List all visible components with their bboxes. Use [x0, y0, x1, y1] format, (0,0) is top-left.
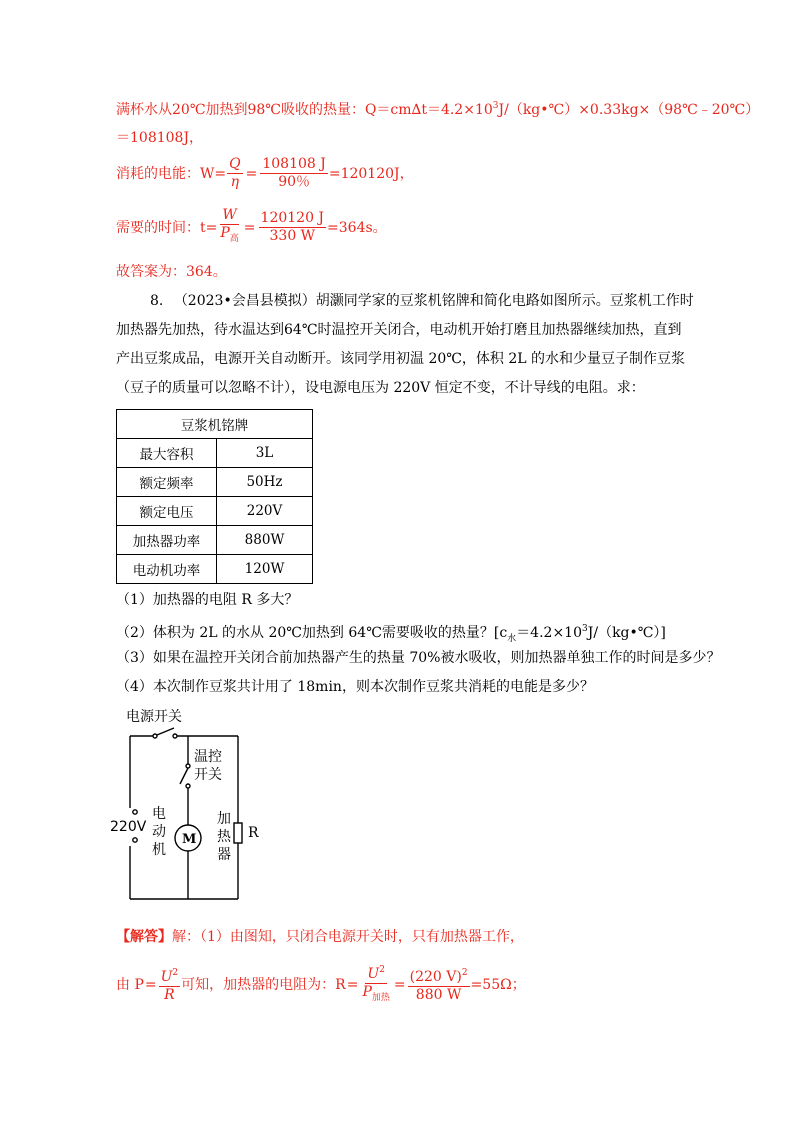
prev-solution-time: 需要的时间：t= $\frac{W}{P_高}$ = $\frac{120120 J}{330 W}$ =364s。: [116, 207, 387, 248]
solution-text: 可知，加热器的电阻为：R: [181, 976, 346, 993]
prev-solution-line-1: [116, 96, 759, 120]
problem-text-line: 产出豆浆成品，电源开关自动断开。该同学用初温 20℃，体积 2L 的水和少量豆子制作豆浆: [116, 351, 686, 367]
fraction-u2-p: [360, 962, 391, 1007]
fraction-numerator: W: [222, 207, 237, 223]
resistance-result: =55Ω；: [470, 976, 526, 993]
question-text: J/（kg•℃）]: [587, 625, 666, 641]
motor-label-1: 电: [152, 806, 166, 822]
power-symbol: P: [220, 225, 230, 241]
question-4: （4）本次制作豆浆共计用了 18min，则本次制作豆浆共消耗的电能是多少？: [116, 679, 594, 695]
heater-label-1: 加: [217, 811, 231, 827]
nameplate-table: [116, 409, 313, 584]
problem-header: [150, 291, 694, 311]
fraction-numerator: [408, 965, 470, 987]
fraction-denominator: 330 W: [269, 228, 316, 244]
exponent: 2: [461, 968, 468, 978]
problem-number: 8.: [150, 293, 164, 309]
problem-source: （2023•会昌县模拟）: [173, 293, 316, 309]
table-cell-label: 加热器功率: [117, 526, 217, 555]
table-row: [117, 410, 313, 439]
time-label: 需要的时间：t=: [116, 219, 218, 236]
fraction-denominator: 880 W: [415, 987, 462, 1003]
power-subscript: 高: [229, 234, 239, 244]
table-cell-label: 额定电压: [117, 497, 217, 526]
motor-label-2: 动: [152, 824, 166, 840]
problem-text-line: 胡灏同学家的豆浆机铭牌和简化电路如图所示。豆浆机工作时: [315, 293, 694, 309]
question-text: （2）体积为 2L 的水从 20℃加热到 64℃需要吸收的热量？[c: [116, 625, 508, 641]
fraction-values: [260, 156, 328, 191]
question-text: ＝4.2×10: [516, 625, 582, 641]
energy-result: =120120J，: [328, 165, 414, 182]
table-cell-value: 880W: [217, 526, 313, 555]
table-row: [117, 526, 313, 555]
table-row: [117, 439, 313, 468]
equals-sign: =: [144, 976, 157, 993]
solution-text: 由 P: [116, 976, 144, 993]
exponent: 2: [172, 968, 179, 978]
fraction-values: [408, 965, 470, 1004]
fraction-denominator: [360, 984, 391, 1007]
motor-label-3: 机: [152, 842, 166, 858]
heater-label-2: 热: [217, 829, 231, 845]
voltage-symbol: U: [367, 966, 380, 982]
question-3: （3）如果在温控开关闭合前加热器产生的热量 70%被水吸收，则加热器单独工作的时间是多少？: [116, 650, 721, 666]
power-switch-label: 电源开关: [126, 709, 182, 725]
table-row: [117, 497, 313, 526]
heat-formula-text: 满杯水从20℃加热到98℃吸收的热量：Q＝cm∆t＝4.2×10: [116, 102, 493, 118]
fraction-values: [259, 210, 327, 245]
fraction-q-eta: [227, 156, 242, 191]
problem-text-line: （豆子的质量可以忽略不计），设电源电压为 220V 恒定不变，不计导线的电阻。求：: [116, 380, 645, 396]
prev-solution-energy: 消耗的电能：W= $\frac{Q}{\eta}$ = $\frac{108108 J}{90\%}$ =120120J，: [116, 156, 414, 190]
solution-tag: 【解答】: [116, 929, 172, 945]
table-cell-value: 3L: [217, 439, 313, 468]
energy-label: 消耗的电能：W=: [116, 165, 227, 182]
power-symbol: P: [362, 984, 372, 1000]
table-title: 豆浆机铭牌: [117, 410, 313, 439]
question-1: （1）加热器的电阻 R 多大？: [116, 592, 299, 608]
exponent: 2: [379, 965, 385, 975]
exponent: 3: [582, 624, 588, 634]
fraction-denominator: η: [230, 174, 240, 190]
table-cell-value: 120W: [217, 555, 313, 584]
subscript: 水: [507, 634, 517, 644]
voltage-value: (220 V): [409, 969, 462, 985]
table-cell-label: 最大容积: [117, 439, 217, 468]
table-cell-value: 220V: [217, 497, 313, 526]
table-row: [117, 555, 313, 584]
power-subscript: 加热: [371, 993, 390, 1003]
time-result: =364s。: [327, 219, 387, 236]
solution-line-2: [116, 962, 526, 1007]
table-cell-label: 额定频率: [117, 468, 217, 497]
table-cell-value: 50Hz: [217, 468, 313, 497]
temp-switch-label-1: 温控: [194, 749, 222, 765]
circuit-diagram: [110, 700, 270, 905]
fraction-w-p: [218, 207, 240, 248]
equals-sign: =: [393, 976, 406, 993]
fraction-numerator: [159, 965, 181, 987]
solution-line-1: [116, 927, 524, 947]
temp-switch-label-2: 开关: [194, 767, 222, 783]
fraction-numerator: 120120 J: [260, 210, 325, 226]
table-row: [117, 468, 313, 497]
fraction-denominator: 90％: [278, 174, 311, 190]
fraction-numerator: [365, 962, 387, 984]
table-cell-label: 电动机功率: [117, 555, 217, 584]
fraction-numerator: Q: [229, 156, 241, 172]
fraction-u2-r: [159, 965, 181, 1004]
voltage-symbol: U: [160, 969, 173, 985]
fraction-denominator: R: [164, 987, 175, 1003]
fraction-denominator: [218, 225, 240, 248]
prev-answer: 故答案为：364。: [116, 264, 227, 280]
solution-text: 解：（1）由图知，只闭合电源开关时，只有加热器工作，: [172, 929, 524, 945]
fraction-numerator: 108108 J: [262, 156, 326, 172]
voltage-label: 220V: [110, 819, 147, 835]
problem-text-line: 加热器先加热，待水温达到64℃时温控开关闭合，电动机开始打磨且加热器继续加热，直到: [116, 322, 682, 338]
motor-symbol: M: [182, 832, 197, 847]
resistor-label: R: [248, 825, 259, 841]
exponent: 3: [492, 101, 499, 111]
heater-label-3: 器: [217, 847, 231, 863]
prev-solution-line-2: ＝108108J，: [116, 130, 204, 146]
heat-formula-text-2: J/（kg•℃）×0.33kg×（98℃﹣20℃）: [498, 102, 760, 118]
question-2: [116, 619, 666, 649]
equals-sign: =: [346, 976, 359, 993]
